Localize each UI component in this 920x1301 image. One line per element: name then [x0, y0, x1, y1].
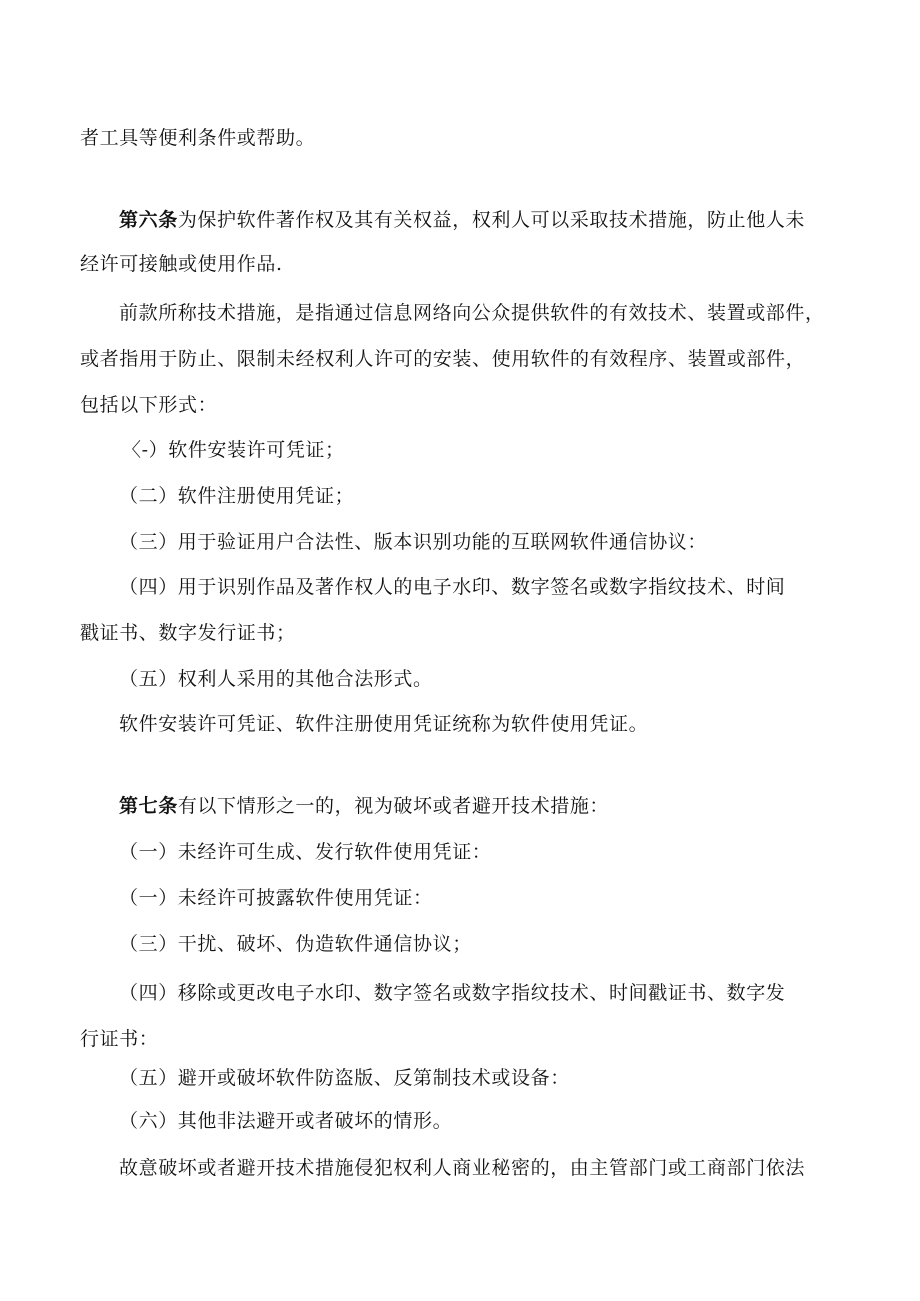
text-line: 包括以下形式：	[80, 394, 218, 416]
text-line: 软件安装许可凭证、软件注册使用凭证统称为软件使用凭证。	[119, 713, 649, 735]
text-line: 故意破坏或者避开技术措施侵犯权利人商业秘密的，由主管部门或工商部门依法	[119, 1157, 806, 1179]
list-item: （三）用于验证用户合法性、版本识别功能的互联网软件通信协议：	[119, 531, 708, 553]
list-item: （一）未经许可披露软件使用凭证：	[119, 887, 433, 909]
text-line: 戳证书、数字发行证书；	[80, 622, 296, 644]
article-7-paragraph	[119, 794, 609, 818]
article-7-heading: 第七条	[119, 795, 178, 817]
text-line: 行证书：	[80, 1028, 159, 1050]
text-line: 前款所称技术措施，是指通过信息网络向公众提供软件的有效技术、装置或部件，	[119, 302, 825, 324]
list-item: （五）权利人采用的其他合法形式。	[119, 668, 433, 690]
text-line: 者工具等便利条件或帮助。	[80, 127, 316, 149]
text-line: 为保护软件著作权及其有关权益，权利人可以采取技术措施，防止他人未	[177, 209, 806, 231]
list-item: （二）软件注册使用凭证；	[119, 485, 355, 507]
text-line: 经许可接触或使用作品.	[80, 253, 283, 275]
text-line: 有以下情形之一的，视为破坏或者避开技术措施：	[177, 795, 610, 817]
list-item: （四）用于识别作品及著作权人的电子水印、数字签名或数字指纹技术、时间	[119, 576, 786, 598]
list-item: 〈-）软件安装许可凭证；	[122, 439, 345, 461]
list-item: （四）移除或更改电子水印、数字签名或数字指纹技术、时间戳证书、数字发	[119, 982, 786, 1004]
list-item: （三）干扰、破坏、伪造软件通信协议；	[119, 933, 472, 955]
list-item: （六）其他非法避开或者破坏的情形。	[119, 1110, 453, 1132]
article-6-paragraph	[119, 208, 805, 232]
article-6-heading: 第六条	[119, 209, 178, 231]
list-item: （五）避开或破坏软件防盗版、反第制技术或设备：	[119, 1067, 570, 1089]
text-line: 或者指用于防止、限制未经权利人许可的安装、使用软件的有效程序、装置或部件，	[80, 348, 806, 370]
list-item: （一）未经许可生成、发行软件使用凭证：	[119, 841, 492, 863]
